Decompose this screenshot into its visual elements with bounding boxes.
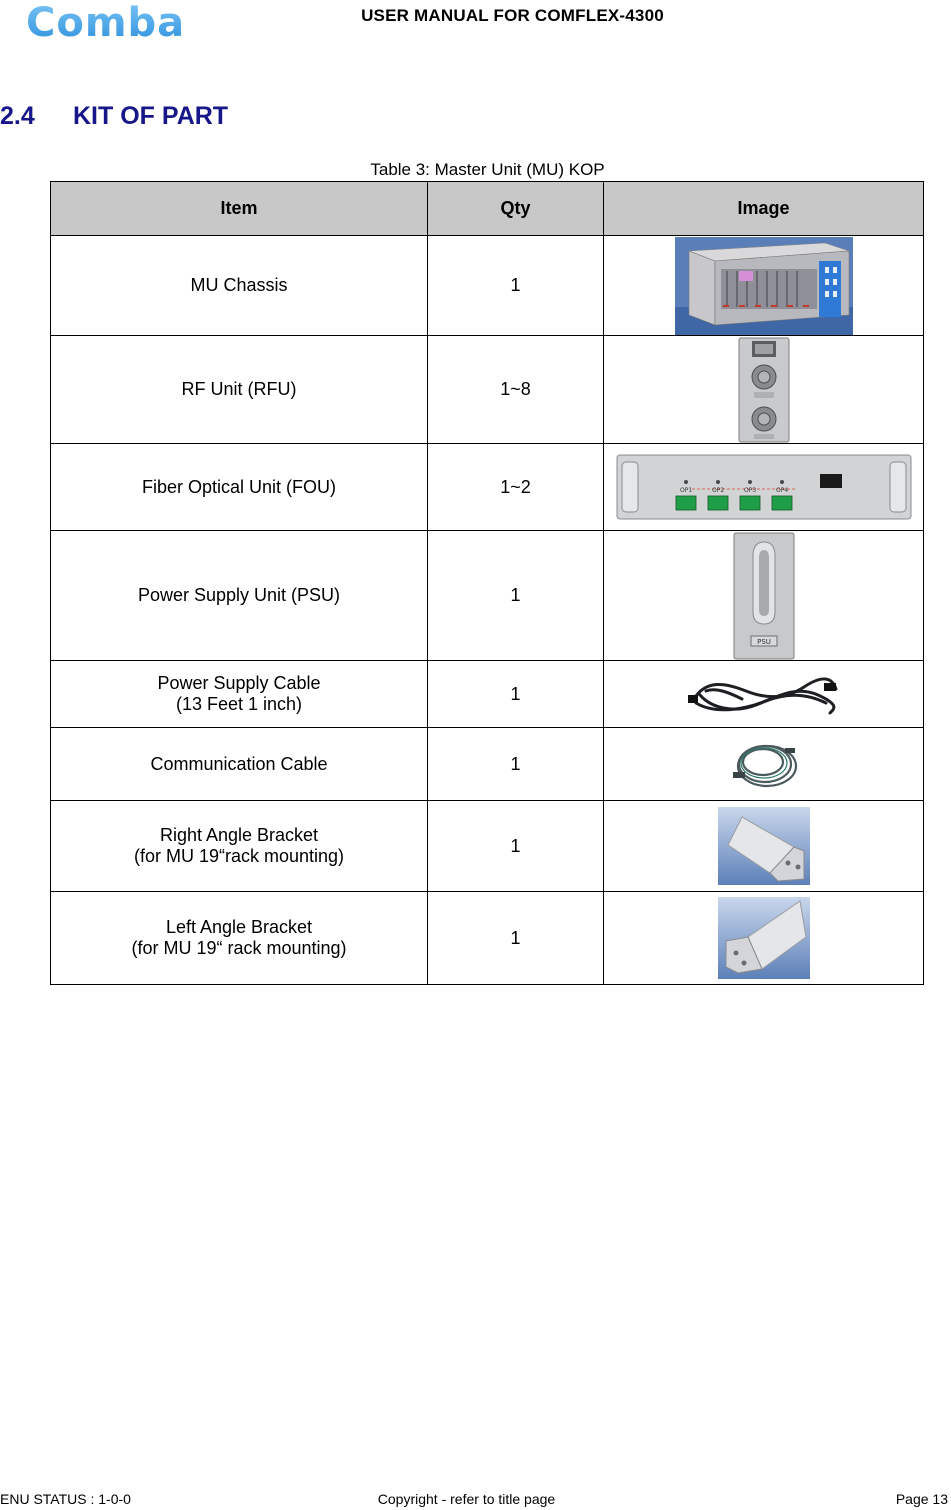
table-row: [51, 661, 924, 728]
item-line: (for MU 19“rack mounting): [133, 846, 345, 866]
column-header-qty: Qty: [428, 182, 604, 236]
mu-chassis-image: [675, 237, 853, 335]
item-cell: [51, 801, 428, 892]
table-row: [51, 728, 924, 801]
section-number: 2.4: [0, 102, 35, 130]
item-cell: Power Supply Unit (PSU): [51, 531, 428, 661]
qty-cell: 1: [428, 801, 604, 892]
qty-cell: 1: [428, 531, 604, 661]
svg-text:Comba: Comba: [26, 2, 186, 42]
item-line: Left Angle Bracket: [165, 917, 313, 937]
table-row: [51, 444, 924, 531]
power-supply-unit-image: [733, 532, 795, 660]
table-row: [51, 236, 924, 336]
document-title: USER MANUAL FOR COMFLEX-4300: [361, 6, 664, 25]
section-heading: [0, 102, 228, 131]
item-cell: Communication Cable: [51, 728, 428, 801]
left-bracket-image: [718, 897, 810, 979]
column-header-image: Image: [604, 182, 924, 236]
item-line: Right Angle Bracket: [159, 825, 319, 845]
section-title: KIT OF PART: [73, 102, 229, 130]
qty-cell: 1: [428, 892, 604, 985]
psu-panel-label: PSU: [756, 637, 771, 646]
qty-cell: 1~2: [428, 444, 604, 531]
port-label-op2: OP2: [711, 487, 724, 494]
port-label-op1: OP1: [679, 487, 692, 494]
item-cell: [51, 661, 428, 728]
column-header-item: Item: [51, 182, 428, 236]
fiber-optical-unit-image: [616, 454, 912, 520]
image-cell: [604, 661, 924, 728]
table-row: [51, 801, 924, 892]
rf-unit-image: [738, 337, 790, 443]
kit-of-part-table: [50, 181, 924, 985]
footer-status: ENU STATUS : 1-0-0: [0, 1491, 131, 1507]
table-row: [51, 531, 924, 661]
item-cell: Fiber Optical Unit (FOU): [51, 444, 428, 531]
communication-cable-image: [729, 738, 799, 790]
table-caption: Table 3: Master Unit (MU) KOP: [370, 160, 605, 179]
port-label-op3: OP3: [743, 487, 756, 494]
image-cell: [604, 336, 924, 444]
qty-cell: 1~8: [428, 336, 604, 444]
image-cell: [604, 728, 924, 801]
footer-page-number: Page 13: [895, 1491, 948, 1507]
image-cell: [604, 444, 924, 531]
image-cell: [604, 892, 924, 985]
table-row: [51, 336, 924, 444]
power-cable-image: [686, 669, 842, 719]
item-line: Power Supply Cable: [157, 673, 321, 693]
footer-copyright: Copyright - refer to title page: [377, 1491, 556, 1507]
image-cell: [604, 801, 924, 892]
right-bracket-image: [718, 807, 810, 885]
qty-cell: 1: [428, 236, 604, 336]
table-row: [51, 892, 924, 985]
image-cell: [604, 236, 924, 336]
qty-cell: 1: [428, 661, 604, 728]
item-line: (for MU 19“ rack mounting): [131, 938, 347, 958]
port-label-op4: OP4: [775, 487, 788, 494]
item-line: (13 Feet 1 inch): [175, 694, 303, 714]
table-header-row: [51, 182, 924, 236]
qty-cell: 1: [428, 728, 604, 801]
item-cell: RF Unit (RFU): [51, 336, 428, 444]
item-cell: MU Chassis: [51, 236, 428, 336]
item-cell: [51, 892, 428, 985]
image-cell: [604, 531, 924, 661]
